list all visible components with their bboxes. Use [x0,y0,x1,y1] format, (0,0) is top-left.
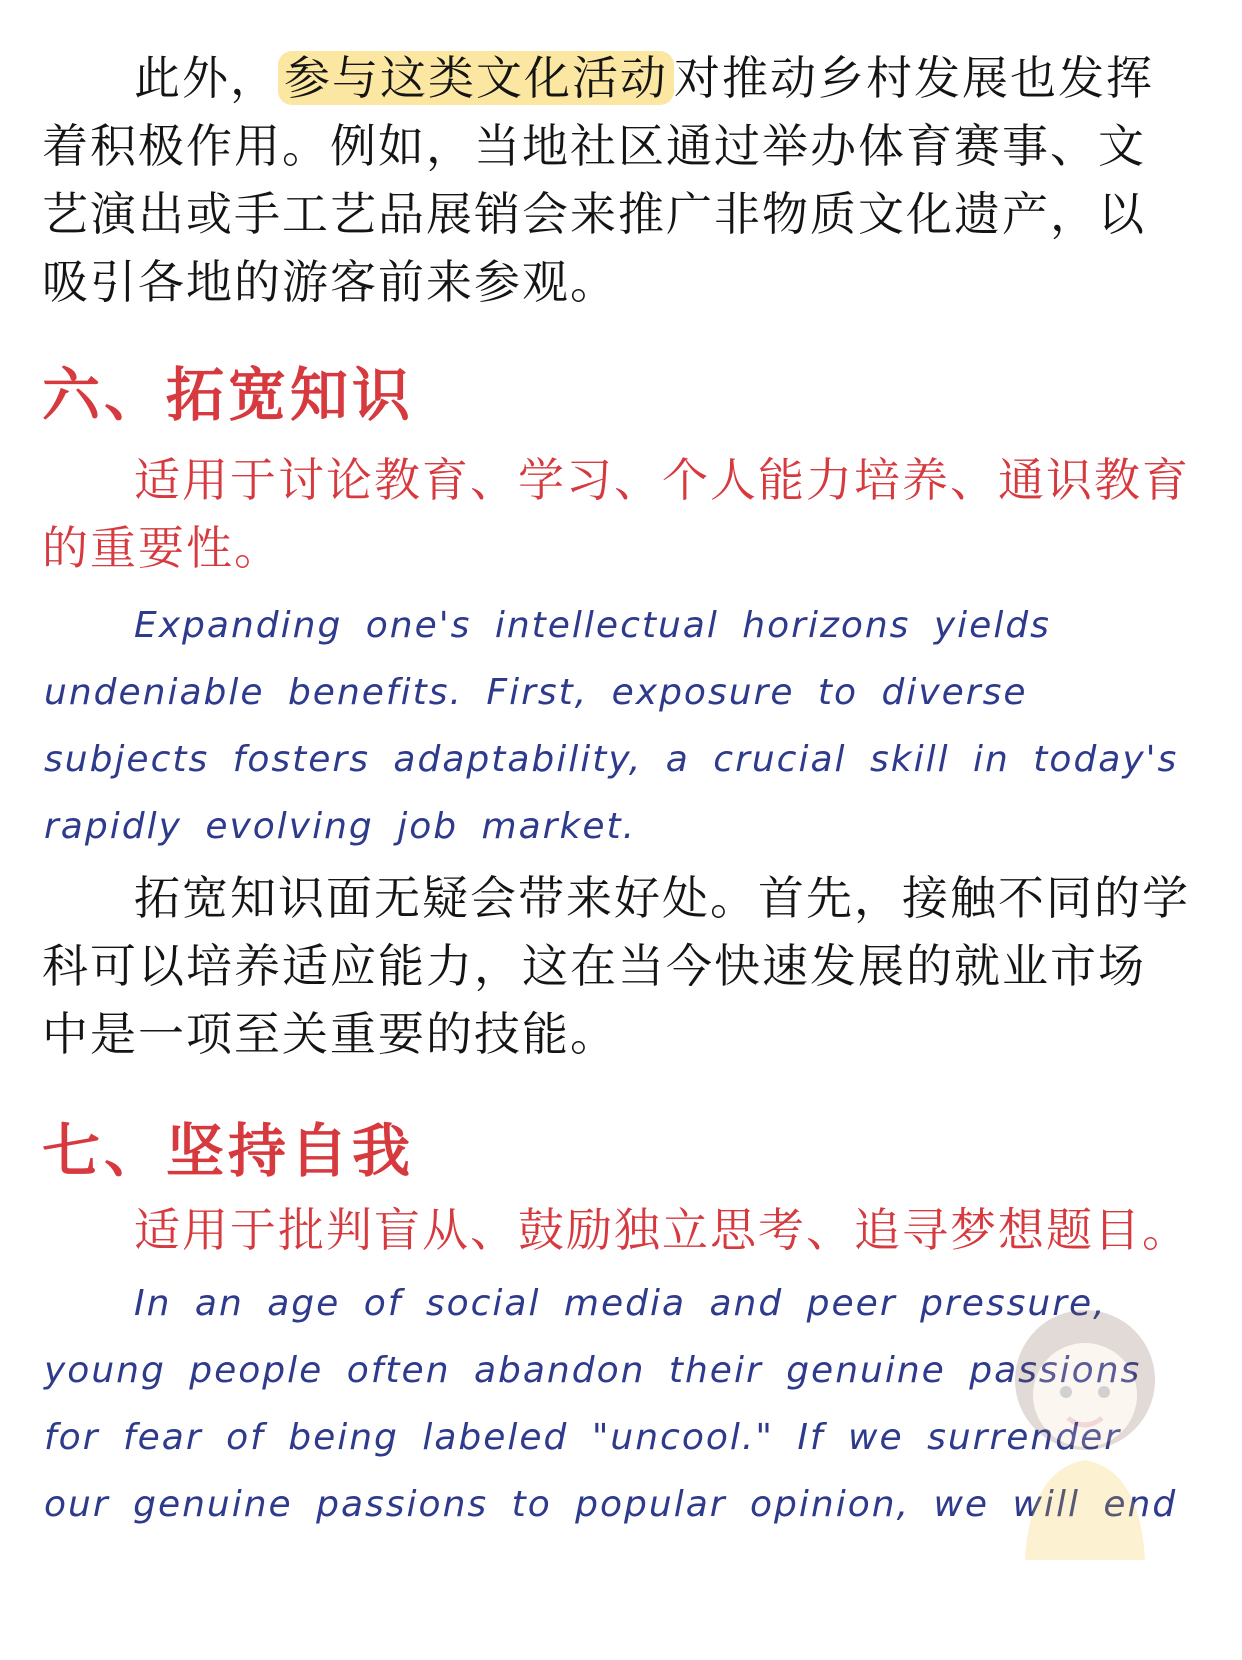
section-6-english-paragraph: Expanding one's intellectual horizons yields undeniable benefits. First, exposure to diverse subjects fosters adaptability, a crucial skill in today's rapidly evolving job market. [44,605,1179,847]
intro-text-before: 此外， [134,51,278,105]
section-7-usage: 适用于批判盲从、鼓励独立思考、追寻梦想题目。 [134,1203,1190,1257]
section-7-heading: 七、坚持自我 [42,1117,415,1185]
section-6-usage: 适用于讨论教育、学习、个人能力培养、通识教育的重要性。 [42,453,1190,575]
section-7-english-paragraph: In an age of social media and peer pressure, young people often abandon their genuine passions for fear of being labeled "uncool." If we surrender our genuine passions to popular opinion, we will end [44,1283,1178,1525]
highlighted-phrase: 参与这类文化活动 [278,51,674,105]
intro-text-after: 对推动乡村发展也发挥着积极作用。例如，当地社区通过举办体育赛事、文艺演出或手工艺品展销会来推广非物质文化遗产，以吸引各地的游客前来参观。 [42,51,1154,309]
section-6-heading: 六、拓宽知识 [42,361,415,429]
avatar-illustration [1000,1300,1170,1560]
section-6-chinese-paragraph: 拓宽知识面无疑会带来好处。首先，接触不同的学科可以培养适应能力，这在当今快速发展的就业市场中是一项至关重要的技能。 [42,871,1190,1061]
intro-paragraph [42,44,1192,316]
